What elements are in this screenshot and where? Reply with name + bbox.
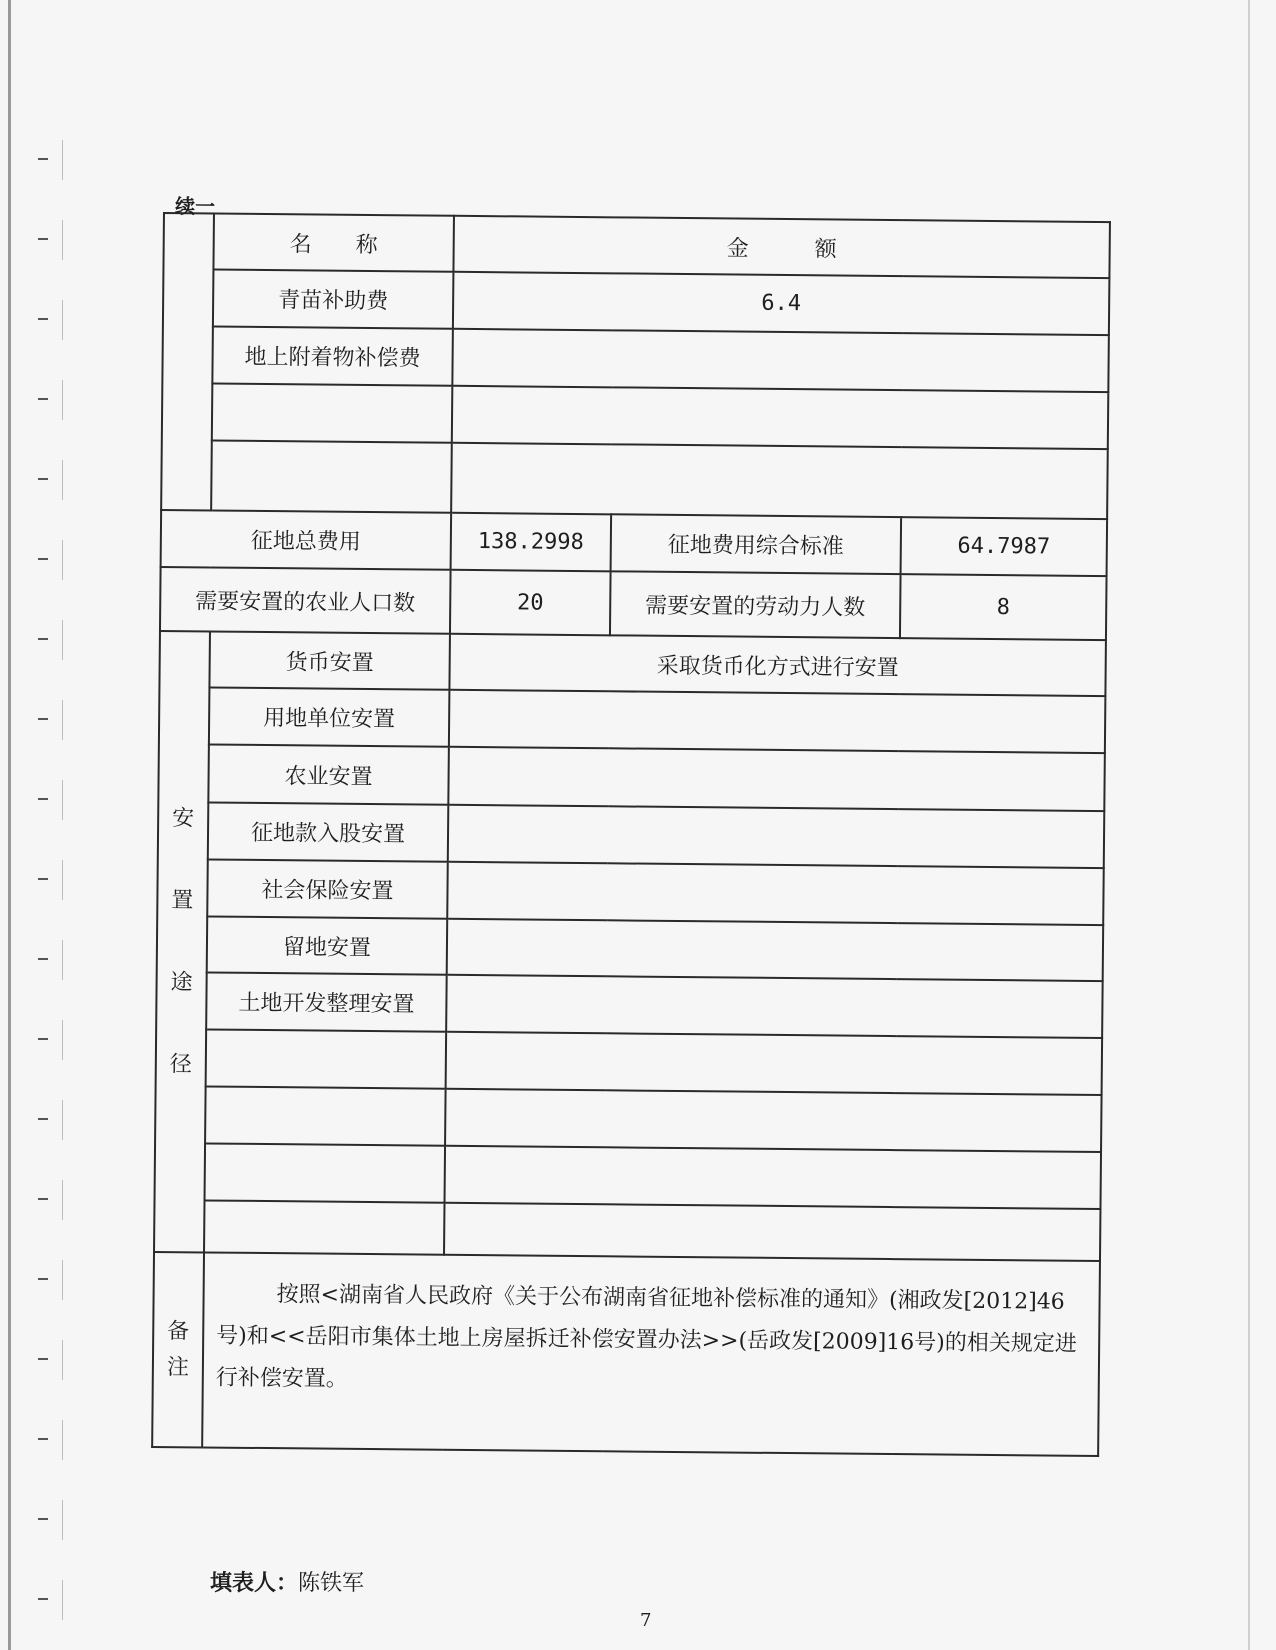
table-row [154,1200,1100,1261]
resettlement-type: 土地开发整理安置 [206,972,447,1031]
resettlement-value [446,975,1103,1038]
table-row [159,631,1106,696]
resettlement-type [205,1143,446,1202]
land-acquisition-form [151,194,1109,1457]
item-amount [451,443,1108,519]
table-row [163,269,1110,335]
resettlement-type: 农业安置 [208,744,449,804]
total-cost-value: 138.2998 [451,513,612,572]
item-name: 青苗补助费 [213,269,454,328]
resettlement-value [446,1032,1103,1095]
labor-value: 8 [900,574,1107,640]
table-row [157,859,1104,925]
table-row [162,326,1109,392]
resettlement-value [445,1089,1102,1152]
compensation-side-cell [161,213,214,510]
scan-left-edge [8,0,11,1650]
item-amount [452,386,1109,449]
resettlement-value [445,1146,1102,1209]
scan-right-edge [1248,0,1250,1650]
standard-value: 64.7987 [901,517,1108,576]
resettlement-type [206,1029,447,1088]
page-number: 7 [640,1610,652,1631]
table-row [157,916,1104,981]
filler-line [210,1566,364,1597]
resettlement-value [447,919,1104,981]
table-row [156,972,1103,1038]
resettlement-type: 留地安置 [207,916,448,974]
resettlement-value [447,862,1104,925]
table-row [156,1029,1103,1095]
table-row [162,383,1109,449]
name-column-header: 名 称 [213,213,454,271]
item-name [212,383,453,442]
resettlement-type: 货币安置 [209,631,450,689]
item-name [211,440,452,512]
resettlement-value: 采取货币化方式进行安置 [449,634,1106,696]
continuation-label: 续一 [174,194,216,219]
table-row [161,440,1108,519]
population-row [160,567,1107,640]
filler-name: 陈铁军 [298,1571,365,1596]
total-cost-row [161,510,1108,576]
resettlement-value [448,747,1105,811]
remarks-text: 按照<湖南省人民政府《关于公布湖南省征地补偿标准的通知》(湘政发[2012]46 号)和<<岳阳市集体土地上房屋拆迁补偿安置办法>>(岳政发[2009]16号)的相关规定进行补偿安置。 [215,1282,1077,1392]
labor-label: 需要安置的劳动力人数 [610,571,901,638]
table-row [155,1086,1102,1152]
resettlement-value [448,805,1105,868]
resettlement-side-label: 安 置 途 径 [154,631,210,1252]
filler-label: 填表人： [210,1571,299,1596]
remarks-text-cell [202,1252,1100,1456]
resettlement-type: 用地单位安置 [209,687,450,746]
table-row [158,744,1105,811]
remarks-row [152,1252,1100,1456]
resettlement-type [204,1200,444,1254]
total-cost-label: 征地总费用 [161,510,452,570]
item-amount [452,329,1109,392]
table-row [158,802,1105,868]
table-row [155,1143,1102,1209]
amount-column-header: 金 额 [453,216,1110,278]
resettlement-type [205,1086,446,1145]
item-name: 地上附着物补偿费 [212,326,453,385]
item-amount: 6.4 [453,272,1110,335]
compensation-header-row [163,213,1110,278]
form-table [151,212,1111,1457]
resettlement-type: 征地款入股安置 [208,802,449,861]
resettlement-value [444,1203,1101,1261]
table-row [159,687,1106,753]
standard-label: 征地费用综合标准 [611,514,902,574]
remarks-label: 备 注 [152,1252,204,1447]
agri-population-value: 20 [450,570,611,636]
resettlement-value [449,690,1106,753]
resettlement-type: 社会保险安置 [207,859,448,918]
agri-population-label: 需要安置的农业人口数 [160,567,451,634]
